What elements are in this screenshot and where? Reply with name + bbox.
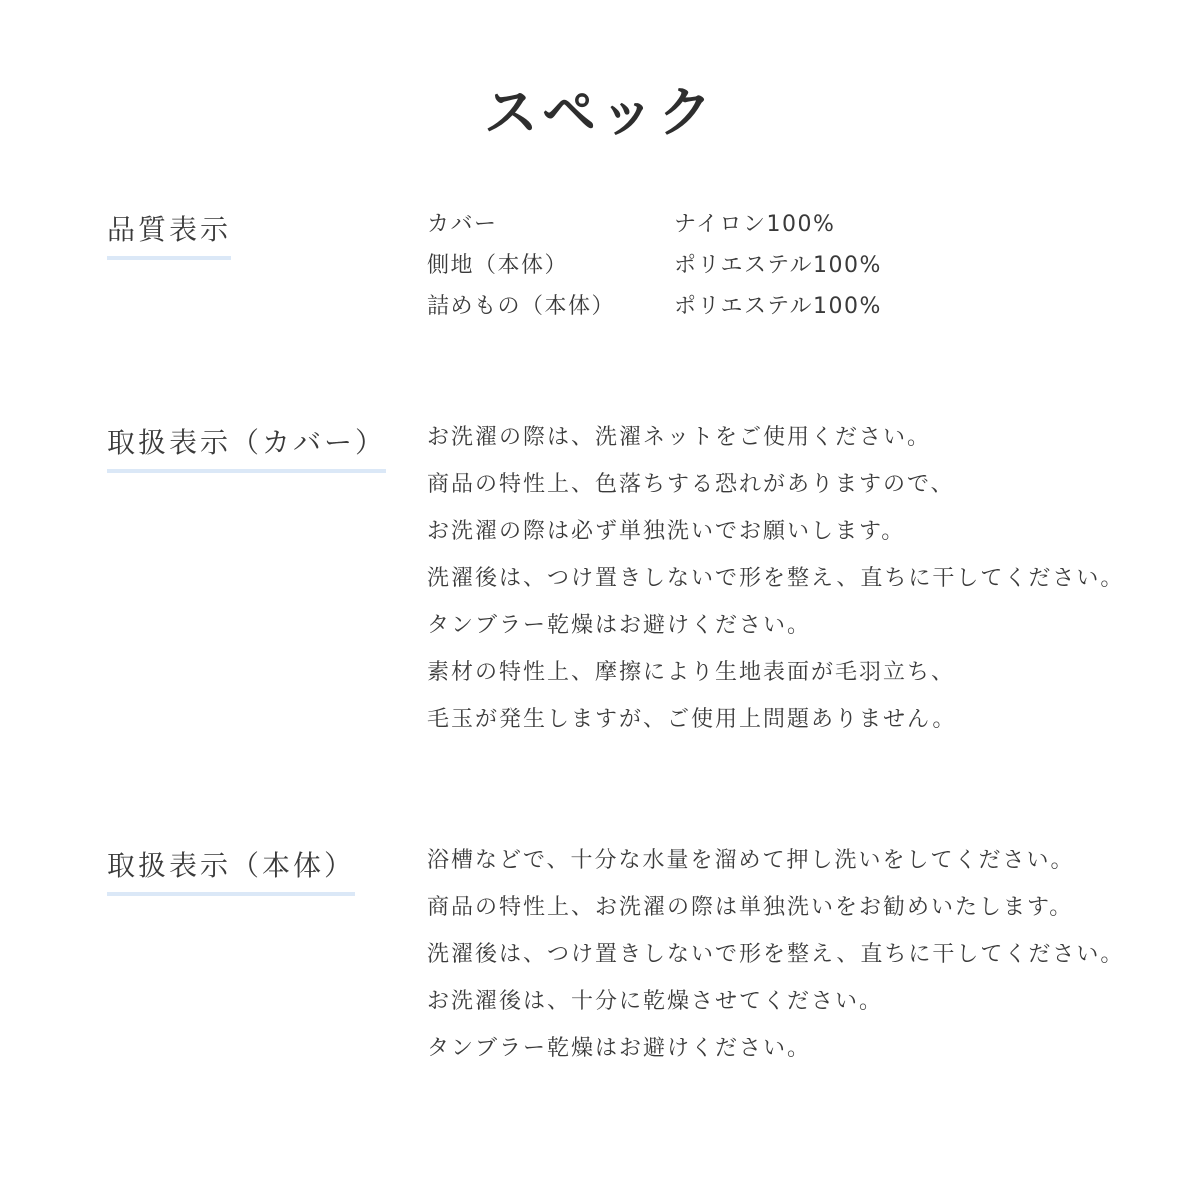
care-body-heading: 取扱表示（本体） <box>107 846 355 896</box>
care-line: お洗濯の際は必ず単独洗いでお願いします。 <box>427 519 906 544</box>
care-line: 毛玉が発生しますが、ご使用上問題ありません。 <box>427 707 957 732</box>
care-cover-heading: 取扱表示（カバー） <box>107 423 386 473</box>
quality-label: 側地（本体） <box>427 253 569 278</box>
quality-heading: 品質表示 <box>107 210 231 260</box>
quality-label: カバー <box>427 212 498 237</box>
care-line: 商品の特性上、お洗濯の際は単独洗いをお勧めいたします。 <box>427 895 1074 920</box>
care-line: 商品の特性上、色落ちする恐れがありますので、 <box>427 472 955 497</box>
quality-value: ポリエステル100% <box>674 294 882 319</box>
care-cover-lines <box>427 423 1124 752</box>
quality-value: ナイロン100% <box>674 212 836 237</box>
quality-label: 詰めもの（本体） <box>427 294 616 319</box>
care-line: 素材の特性上、摩擦により生地表面が毛羽立ち、 <box>427 660 956 685</box>
care-line: お洗濯の際は、洗濯ネットをご使用ください。 <box>427 425 932 450</box>
care-line: 浴槽などで、十分な水量を溜めて押し洗いをしてください。 <box>427 848 1075 873</box>
care-line: お洗濯後は、十分に乾燥させてください。 <box>427 989 884 1014</box>
care-line: タンブラー乾燥はお避けください。 <box>427 1036 812 1061</box>
quality-value: ポリエステル100% <box>674 253 882 278</box>
care-line: 洗濯後は、つけ置きしないで形を整え、直ちに干してください。 <box>427 942 1125 967</box>
care-line: タンブラー乾燥はお避けください。 <box>427 613 812 638</box>
care-body-lines <box>427 846 1124 1081</box>
care-line: 洗濯後は、つけ置きしないで形を整え、直ちに干してください。 <box>427 566 1125 591</box>
page-title: スペック <box>484 81 716 144</box>
